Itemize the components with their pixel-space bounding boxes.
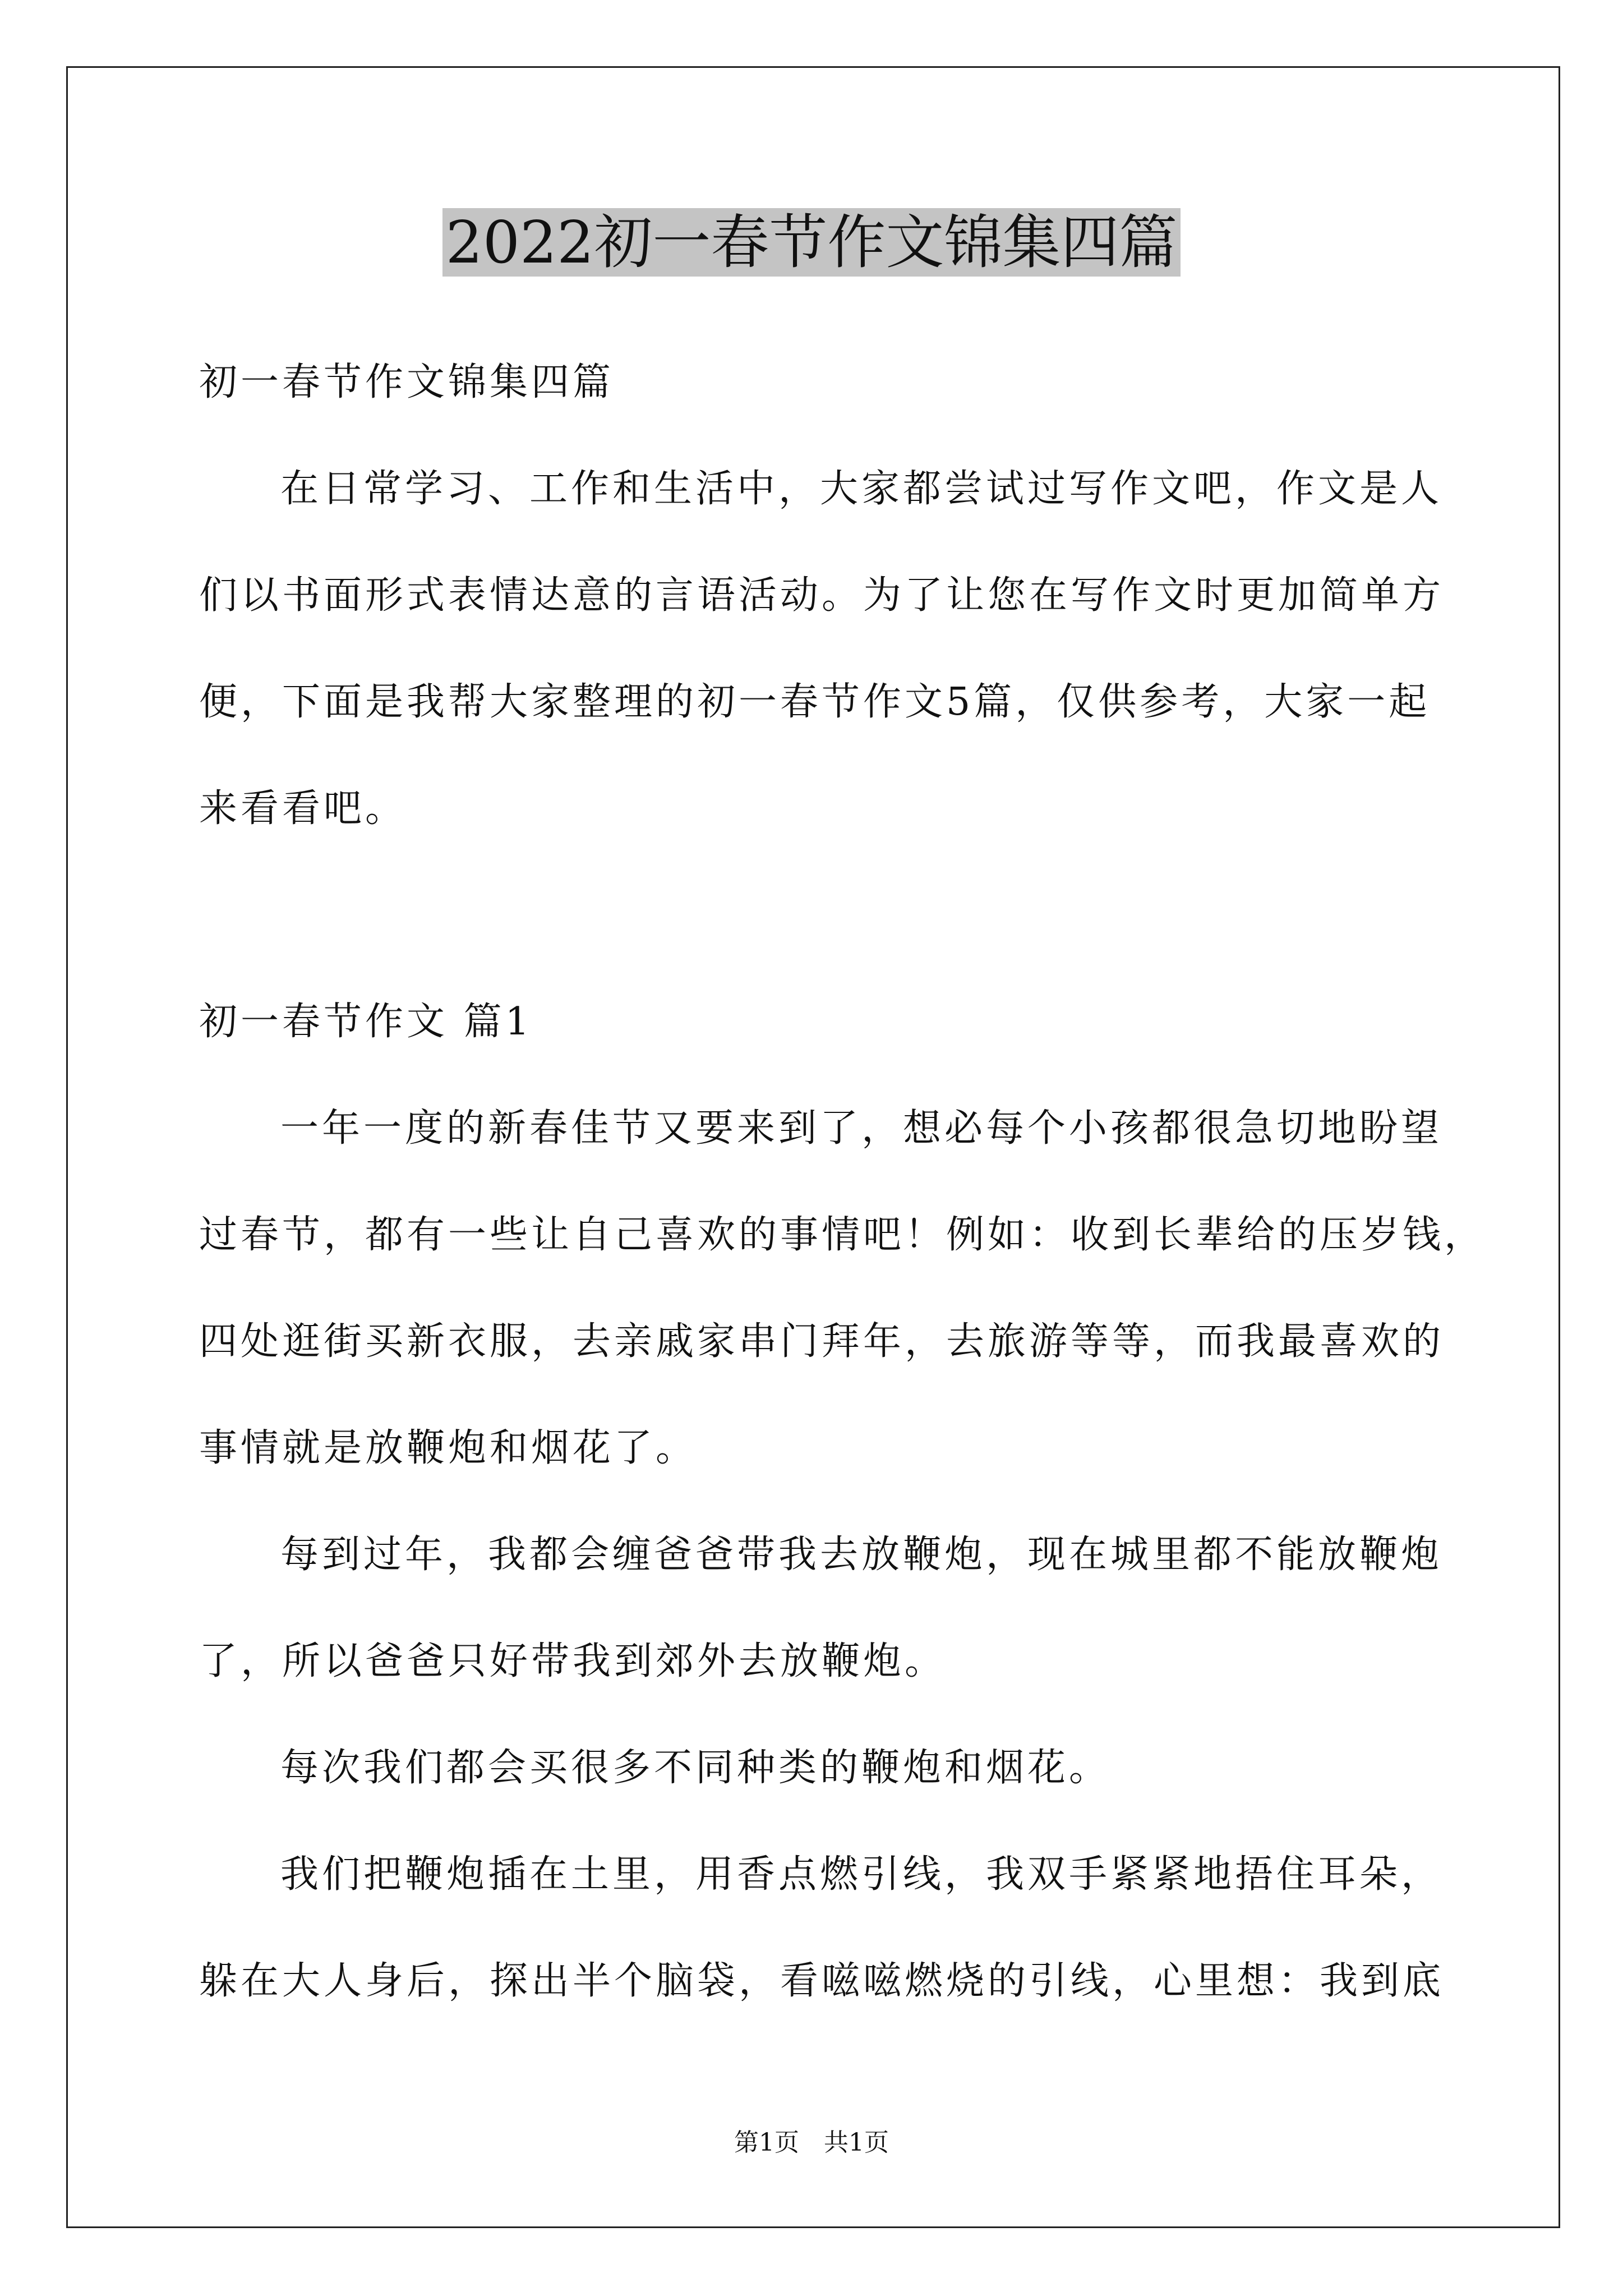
para4-line-2: 躲在大人身后，探出半个脑袋，看嗞嗞燃烧的引线，心里想：我到底 <box>199 1959 1445 2003</box>
subtitle: 初一春节作文锦集四篇 <box>199 360 615 404</box>
para1-line-2: 过春节，都有一些让自己喜欢的事情吧！例如：收到长辈给的压岁钱， <box>199 1213 1486 1257</box>
para4-line-1: 我们把鞭炮插在土里，用香点燃引线，我双手紧紧地捂住耳朵， <box>280 1852 1443 1897</box>
para2-line-2: 了，所以爸爸只好带我到郊外去放鞭炮。 <box>199 1639 947 1683</box>
intro-line-4: 来看看吧。 <box>199 786 407 831</box>
para1-line-4: 事情就是放鞭炮和烟花了。 <box>199 1426 698 1470</box>
para3-line-1: 每次我们都会买很多不同种类的鞭炮和烟花。 <box>280 1746 1111 1790</box>
para2-line-1: 每到过年，我都会缠爸爸带我去放鞭炮，现在城里都不能放鞭炮 <box>280 1533 1443 1577</box>
para1-line-1: 一年一度的新春佳节又要来到了，想必每个小孩都很急切地盼望 <box>280 1106 1443 1151</box>
para1-line-3: 四处逛街买新衣服，去亲戚家串门拜年，去旅游等等，而我最喜欢的 <box>199 1319 1445 1364</box>
intro-line-2: 们以书面形式表情达意的言语活动。为了让您在写作文时更加简单方 <box>199 573 1445 618</box>
section-heading: 初一春节作文 篇1 <box>199 1000 533 1044</box>
intro-line-3: 便，下面是我帮大家整理的初一春节作文5篇，仅供参考，大家一起 <box>199 680 1431 724</box>
document-title-text: 2022初一春节作文锦集四篇 <box>442 208 1181 277</box>
document-title <box>0 203 1623 282</box>
page-number-footer: 第1页 共1页 <box>734 2128 889 2157</box>
intro-line-1: 在日常学习、工作和生活中，大家都尝试过写作文吧，作文是人 <box>280 467 1443 511</box>
